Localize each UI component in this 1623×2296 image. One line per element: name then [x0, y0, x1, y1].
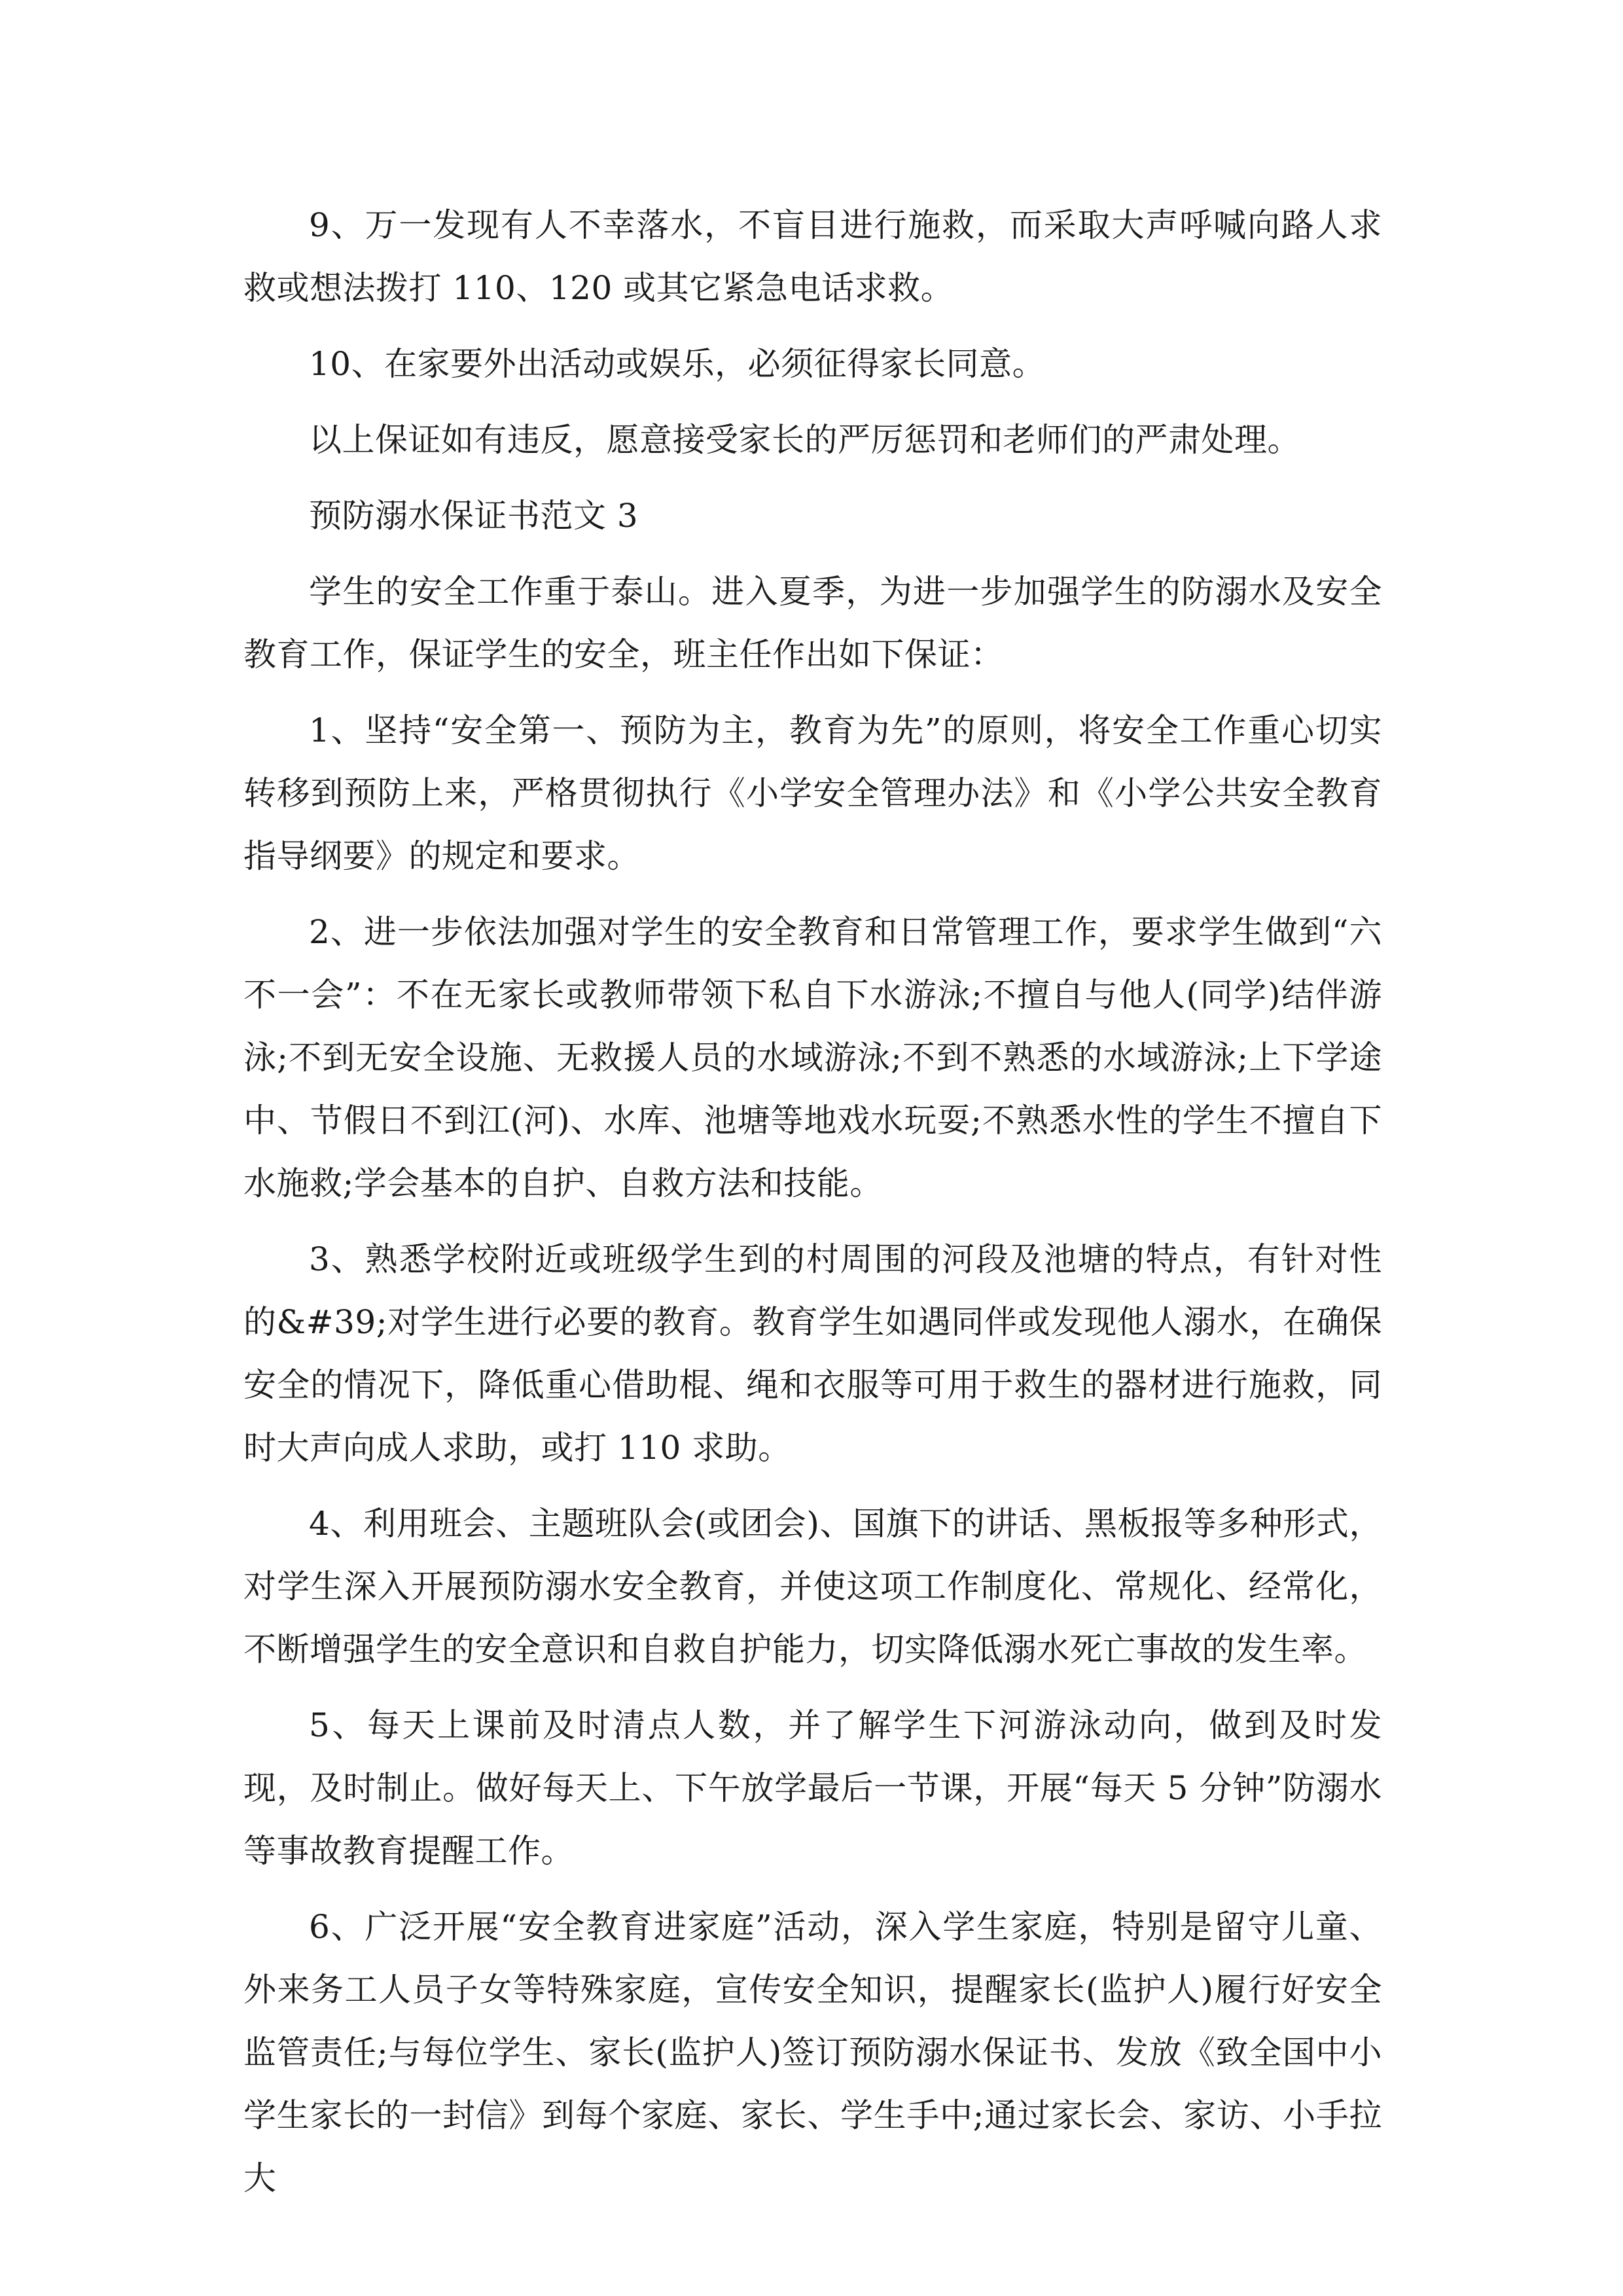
- paragraph-item-2: 2、进一步依法加强对学生的安全教育和日常管理工作，要求学生做到“六不一会”：不在无家长或教师带领下私自下水游泳;不擅自与他人(同学)结伴游泳;不到无安全设施、无救援人员的水域游泳;不到不熟悉的水域游泳;上下学途中、节假日不到江(河)、水库、池塘等地戏水玩耍;不熟悉水性的学生不擅自下水施救;学会基本的自护、自救方法和技能。: [243, 913, 1382, 1202]
- paragraph-item-3: 3、熟悉学校附近或班级学生到的村周围的河段及池塘的特点，有针对性的&#39;对学生进行必要的教育。教育学生如遇同伴或发现他人溺水，在确保安全的情况下，降低重心借助棍、绳和衣服等可用于救生的器材进行施救，同时大声向成人求助，或打 110 求助。: [243, 1240, 1382, 1467]
- paragraph-item-6: 6、广泛开展“安全教育进家庭”活动，深入学生家庭，特别是留守儿童、外来务工人员子女等特殊家庭，宣传安全知识，提醒家长(监护人)履行好安全监管责任;与每位学生、家长(监护人)签订预防溺水保证书、发放《致全国中小学生家长的一封信》到每个家庭、家长、学生手中;通过家长会、家访、小手拉大: [243, 1908, 1382, 2197]
- paragraph-item-9: 9、万一发现有人不幸落水，不盲目进行施救，而采取大声呼喊向路人求救或想法拨打 110、120 或其它紧急电话求救。: [243, 206, 1382, 307]
- paragraph-item-1: 1、坚持“安全第一、预防为主，教育为先”的原则，将安全工作重心切实转移到预防上来，严格贯彻执行《小学安全管理办法》和《小学公共安全教育指导纲要》的规定和要求。: [243, 711, 1382, 875]
- paragraph-intro: 学生的安全工作重于泰山。进入夏季，为进一步加强学生的防溺水及安全教育工作，保证学生的安全，班主任作出如下保证：: [243, 573, 1382, 673]
- paragraph-item-4: 4、利用班会、主题班队会(或团会)、国旗下的讲话、黑板报等多种形式，对学生深入开展预防溺水安全教育，并使这项工作制度化、常规化、经常化，不断增强学生的安全意识和自救自护能力，切实降低溺水死亡事故的发生率。: [243, 1505, 1382, 1668]
- section-heading: 预防溺水保证书范文 3: [309, 497, 639, 535]
- paragraph-closing-statement: 以上保证如有违反，愿意接受家长的严厉惩罚和老师们的严肃处理。: [309, 421, 1300, 459]
- document-body: [243, 194, 1382, 2223]
- paragraph-item-5: 5、每天上课前及时清点人数，并了解学生下河游泳动向，做到及时发现，及时制止。做好每天上、下午放学最后一节课，开展“每天 5 分钟”防溺水等事故教育提醒工作。: [243, 1706, 1382, 1870]
- paragraph-item-10: 10、在家要外出活动或娱乐，必须征得家长同意。: [309, 345, 1046, 383]
